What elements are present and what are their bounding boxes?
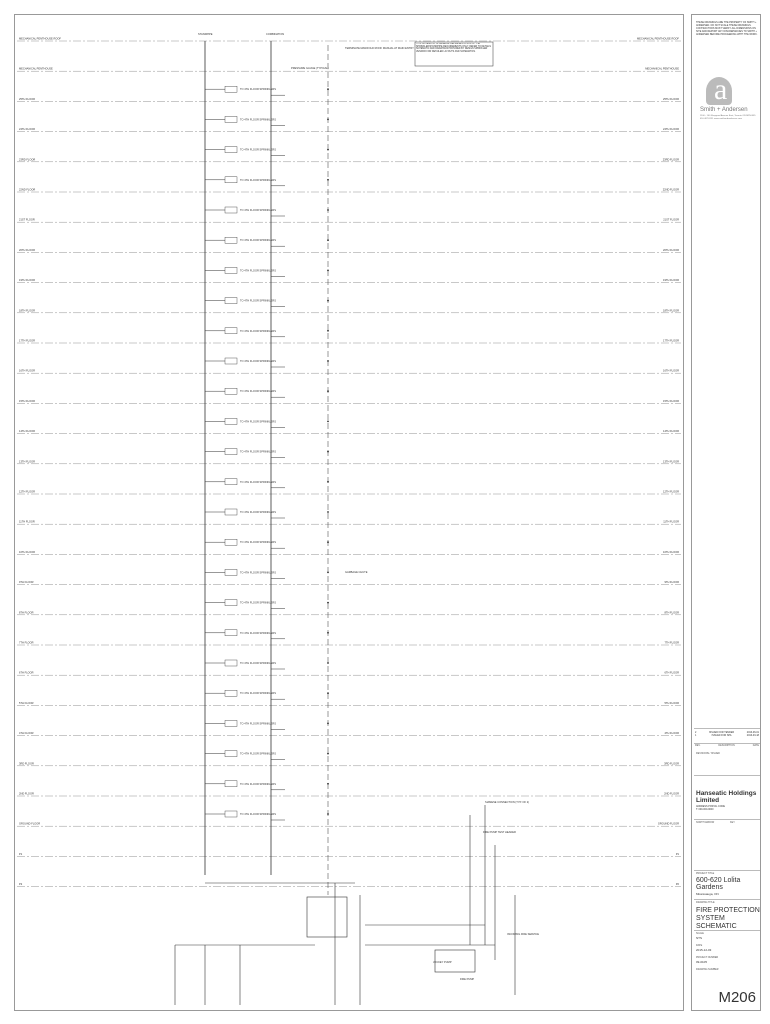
level-label-left: 6TH FLOOR (19, 671, 34, 675)
revision-no: 2 (695, 731, 697, 734)
zone-valve (225, 418, 237, 424)
zone-valve (225, 116, 237, 122)
level-label-right: 3RD FLOOR (664, 762, 679, 766)
level-label-right: 6TH FLOOR (664, 671, 679, 675)
level-label-left: 2ND FLOOR (19, 792, 34, 796)
rev-header-date: DATE (752, 744, 759, 747)
zone-valve (225, 298, 237, 304)
floor-sprinkler-tag: TO 4TH FLOOR SPRINKLERS (240, 752, 276, 756)
zone-valve (225, 509, 237, 515)
floor-sprinkler-tag: TO 4TH FLOOR SPRINKLERS (240, 511, 276, 514)
floor-sprinkler-tag: TO 4TH FLOOR SPRINKLERS (240, 692, 276, 696)
level-label-right: 12TH FLOOR (663, 490, 679, 494)
zone-valve (225, 690, 237, 696)
firm-logo-letter: a (714, 73, 728, 106)
callout-pressure-gauge: PRESSURE GAUGE (TYPICAL) (291, 67, 329, 70)
riser-label-standpipe: STANDPIPE (198, 33, 213, 36)
zone-valve (225, 781, 237, 787)
level-label-left: 20TH FLOOR (19, 248, 35, 252)
roof-manifold-point (327, 421, 329, 423)
floor-sprinkler-tag: TO 4TH FLOOR SPRINKLERS (240, 329, 276, 333)
client-name: Hanseatic Holdings Limited (696, 790, 757, 804)
rev-header-no: REV. (695, 744, 701, 747)
level-label-right: 14TH FLOOR (663, 430, 679, 434)
level-label-right: 21ST FLOOR (663, 218, 679, 222)
level-label-left: 9TH FLOOR (19, 581, 34, 585)
level-label-left: GROUND FLOOR (19, 822, 41, 826)
level-label-right: 15TH FLOOR (663, 399, 679, 403)
level-label-left: 5TH FLOOR (19, 701, 34, 705)
level-label-right: P1 (675, 852, 679, 856)
drawing-title-label: DRAWING TITLE (696, 901, 715, 904)
floor-sprinkler-tag: TO 4TH FLOOR SPRINKLERS (240, 480, 276, 484)
level-label-right: 22ND FLOOR (662, 188, 679, 192)
rev-header-desc: DESCRIPTION (718, 744, 735, 747)
firm-name: Smith + Andersen (700, 107, 748, 113)
zone-valve (225, 388, 237, 394)
project-title-label: PROJECT TITLE (696, 872, 715, 875)
level-label-right: 7TH FLOOR (664, 641, 679, 645)
floor-sprinkler-tag: TO 4TH FLOOR SPRINKLERS (240, 209, 276, 212)
drawing-number-label: DRAWING NUMBER (696, 968, 719, 971)
revision-list (695, 731, 759, 737)
level-label-left: 21ST FLOOR (19, 218, 35, 222)
floor-sprinkler-tag: TO 4TH FLOOR SPRINKLERS (240, 148, 276, 152)
floor-sprinkler-tag: TO 4TH FLOOR SPRINKLERS (240, 662, 276, 665)
level-label-right: 4TH FLOOR (664, 732, 679, 736)
zone-valve (225, 569, 237, 575)
level-label-left: 4TH FLOOR (19, 732, 34, 736)
level-label-right: P2 (675, 883, 679, 887)
zone-valve (225, 86, 237, 92)
level-label-right: 5TH FLOOR (664, 701, 679, 705)
level-label-right: 17TH FLOOR (663, 339, 679, 343)
floor-sprinkler-tag: TO 4TH FLOOR SPRINKLERS (240, 299, 276, 303)
level-label-left: 12TH FLOOR (19, 490, 35, 494)
level-label-left: 10TH FLOOR (19, 550, 35, 554)
roof-manifold-point (327, 511, 329, 513)
revision-caption: REVISIONS / ISSUED (696, 752, 720, 755)
level-label-left: 7TH FLOOR (19, 641, 34, 645)
project-name: 600-620 Lolita Gardens (696, 877, 741, 891)
zone-valve (225, 207, 237, 213)
level-label-left: 23RD FLOOR (19, 158, 36, 162)
zone-valve (225, 479, 237, 485)
fire-protection-schematic (15, 15, 683, 1010)
callout-jockey-pump: JOCKEY PUMP (433, 961, 452, 964)
key-plan-label: KEY (730, 821, 735, 824)
zone-valve (225, 751, 237, 757)
zone-valve (225, 811, 237, 817)
zone-valve (225, 267, 237, 273)
floor-sprinkler-tag: TO 4TH FLOOR SPRINKLERS (240, 722, 276, 726)
revision-date: 2016-06-01 (746, 731, 759, 734)
revision-desc: ISSUED FOR TENDER (709, 731, 735, 734)
zone-valve (225, 358, 237, 364)
title-block (691, 14, 761, 1011)
level-label-left: P1 (19, 852, 23, 856)
floor-sprinkler-tag: TO 4TH FLOOR SPRINKLERS (240, 118, 276, 122)
level-label-left: 19TH FLOOR (19, 279, 35, 283)
level-label-left: MECHANICAL PENTHOUSE (19, 67, 53, 71)
floor-sprinkler-tag: TO 4TH FLOOR SPRINKLERS (240, 541, 276, 545)
pump-room-piping (175, 805, 515, 1005)
project-city: Mississauga, ON (696, 892, 719, 896)
roof-manifold-point (327, 330, 329, 332)
floor-sprinkler-tag: TO 4TH FLOOR SPRINKLERS (240, 601, 276, 605)
level-label-left: 16TH FLOOR (19, 369, 35, 373)
project-number-label: PROJECT NUMBER (696, 956, 719, 959)
copyright-note: THESE DRAWINGS ARE THE PROPERTY OF SMITH + ANDERSEN. DO NOT SCALE THESE DRAWINGS. CONTRACTORS MUST VERIFY ALL DIMENSIONS ON SITE AND REPORT ANY DISCREPANCIES TO SMITH + ANDERSEN BEFORE PROCEEDING WITH THE WORK. (696, 21, 758, 36)
zone-valve (225, 237, 237, 243)
revision-header (695, 744, 759, 747)
level-label-right: 16TH FLOOR (663, 369, 679, 373)
floor-sprinkler-tag: TO 4TH FLOOR SPRINKLERS (240, 269, 276, 273)
level-label-right: 2ND FLOOR (664, 792, 679, 796)
roof-manifold-point (327, 88, 329, 90)
zone-valve (225, 630, 237, 636)
floor-sprinkler-tag: TO 4TH FLOOR SPRINKLERS (240, 782, 276, 786)
level-label-right: 23RD FLOOR (662, 158, 679, 162)
floor-sprinkler-tag: TO 4TH FLOOR SPRINKLERS (240, 239, 276, 243)
level-label-right: GROUND FLOOR (657, 822, 679, 826)
level-label-right: 24TH FLOOR (663, 128, 679, 132)
client-address: ADDRESS POSTAL CODE T: 000-000-0000 (696, 805, 725, 811)
level-label-left: 14TH FLOOR (19, 430, 35, 434)
zone-valve (225, 328, 237, 334)
level-label-left: 3RD FLOOR (19, 762, 34, 766)
drawing-sheet (14, 14, 684, 1011)
firm-address: 1100 - 100 Sheppard Avenue East, Toronto ON M2N 6N5 416.487.8151 www.smithandandersen.com (700, 115, 756, 120)
zone-valve (225, 660, 237, 666)
level-label-left: 11TH FLOOR (19, 520, 35, 524)
north-arrow-label: NORTH ARROW (696, 821, 715, 824)
callout-siamese: SIAMESE CONNECTION (TYP. OF 2) (485, 801, 530, 804)
zone-valve (225, 720, 237, 726)
callout-fire-pump-test: FIRE PUMP TEST HEADER (483, 831, 516, 834)
floor-sprinkler-tag: TO 4TH FLOOR SPRINKLERS (240, 571, 276, 575)
callout-fire-pump: FIRE PUMP (460, 978, 475, 981)
floor-sprinkler-tag: TO 4TH FLOOR SPRINKLERS (240, 450, 276, 454)
floor-sprinkler-tag: TO 4TH FLOOR SPRINKLERS (240, 178, 276, 182)
level-label-right: 25TH FLOOR (663, 97, 679, 101)
date-value: 2015-12-03 (696, 948, 712, 952)
revision-date: 2016-03-18 (746, 734, 759, 738)
level-label-left: 17TH FLOOR (19, 339, 35, 343)
callout-roof-manifold: TERMINATE MANIFOLD ROOF MANUAL AT MAIN ENTRY (345, 47, 414, 50)
floor-sprinkler-tag: TO 4TH FLOOR SPRINKLERS (240, 420, 276, 424)
level-label-left: MECHANICAL PENTHOUSE ROOF (19, 37, 61, 41)
floor-sprinkler-tag: TO 4TH FLOOR SPRINKLERS (240, 813, 276, 816)
zone-valve (225, 147, 237, 153)
level-label-right: 19TH FLOOR (663, 279, 679, 283)
scale-value: NTS (696, 936, 702, 940)
general-note: THIS SCHEMATIC IS GENERAL REPRESENTATION OF THE SPRINKLER/STANDPIPE REQUIREMENTS ONLY. REFER TO DETAILS SCHEMATIC AND DRAWINGS PROVIDED BY DESIGN SPRINKLER VENDOR FOR DETAILED LAYOUTS AND SCHEMATICS. (416, 43, 491, 54)
level-label-left: 22ND FLOOR (19, 188, 36, 192)
level-label-right: 13TH FLOOR (663, 460, 679, 464)
level-label-right: 18TH FLOOR (663, 309, 679, 313)
level-label-left: 8TH FLOOR (19, 611, 34, 615)
floor-sprinkler-tag: TO 4TH FLOOR SPRINKLERS (240, 631, 276, 635)
level-label-right: 9TH FLOOR (664, 581, 679, 585)
zone-valve (225, 600, 237, 606)
level-label-right: MECHANICAL PENTHOUSE ROOF (637, 37, 679, 41)
level-label-right: 10TH FLOOR (663, 550, 679, 554)
level-label-right: 20TH FLOOR (663, 248, 679, 252)
callout-incoming-service: INCOMING FIRE SERVICE (507, 933, 539, 936)
revision-row (695, 734, 759, 737)
level-label-right: 11TH FLOOR (663, 520, 679, 524)
level-label-left: 18TH FLOOR (19, 309, 35, 313)
level-label-left: 24TH FLOOR (19, 128, 35, 132)
level-label-left: P2 (19, 883, 23, 887)
level-label-left: 13TH FLOOR (19, 460, 35, 464)
zone-valve (225, 177, 237, 183)
riser-label-combination: COMBINATION (266, 33, 285, 36)
floor-sprinkler-tag: TO 4TH FLOOR SPRINKLERS (240, 88, 276, 92)
zone-valve (225, 449, 237, 455)
callout-garbage-chute: GARBAGE CHUTE (345, 571, 368, 574)
level-label-right: MECHANICAL PENTHOUSE (645, 67, 679, 71)
revision-no: 1 (695, 734, 697, 738)
level-label-left: 25TH FLOOR (19, 97, 35, 101)
zone-valve (225, 539, 237, 545)
level-label-right: 8TH FLOOR (664, 611, 679, 615)
project-number: 09-0105 (696, 960, 708, 964)
floor-sprinkler-tag: TO 4TH FLOOR SPRINKLERS (240, 390, 276, 394)
floor-sprinkler-tag: TO 4TH FLOOR SPRINKLERS (240, 360, 276, 363)
drawing-title: FIRE PROTECTION SYSTEM SCHEMATIC (696, 907, 760, 930)
scale-label: SCALE (696, 932, 704, 935)
level-label-left: 15TH FLOOR (19, 399, 35, 403)
revision-desc: ISSUED FOR SPA (711, 734, 732, 738)
date-label: DATE (696, 944, 703, 947)
drawing-number: M206 (718, 989, 756, 1006)
